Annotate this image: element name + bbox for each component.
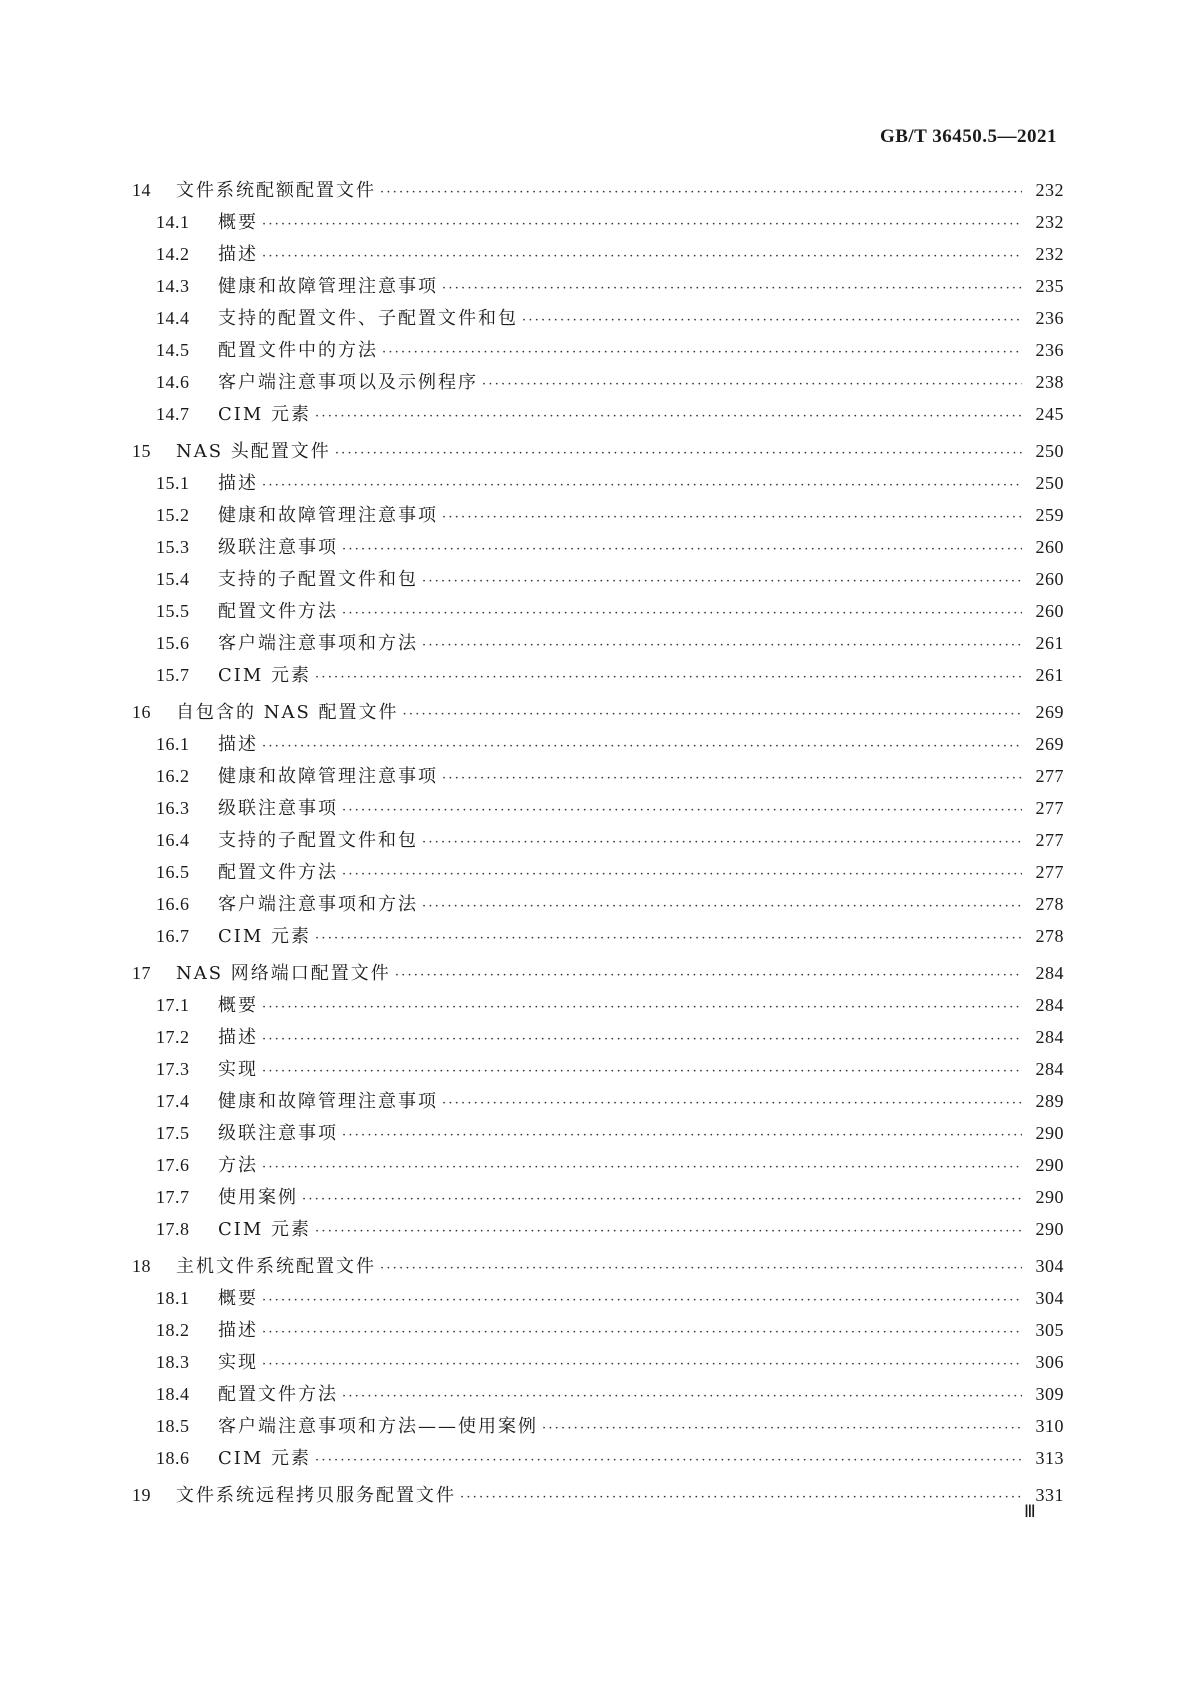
toc-entry-title: 配置文件方法 — [218, 601, 338, 622]
toc-entry-title: 健康和故障管理注意事项 — [218, 766, 438, 787]
dot-leader — [382, 345, 1022, 360]
toc-entry-number: 15.7 — [156, 665, 190, 685]
toc-page-number: 236 — [1035, 308, 1064, 328]
toc-page-number: 278 — [1035, 926, 1064, 946]
toc-entry-number: 18.5 — [156, 1416, 190, 1436]
toc-entry-title: 配置文件方法 — [218, 1384, 338, 1405]
toc-entry-number: 18.4 — [156, 1384, 190, 1404]
toc-entry-title: 级联注意事项 — [218, 537, 338, 558]
toc-entry-title: 概要 — [218, 1288, 258, 1309]
toc-page-number: 269 — [1035, 702, 1064, 722]
toc-page-number: 277 — [1035, 766, 1064, 786]
page-folio: Ⅲ — [1024, 1502, 1036, 1521]
toc-section-entry[interactable] — [132, 922, 1064, 954]
toc-entry-number: 16.4 — [156, 830, 190, 850]
dot-leader — [342, 803, 1022, 818]
toc-entry-title: 支持的配置文件、子配置文件和包 — [218, 308, 518, 329]
toc-chapter-entry[interactable] — [132, 176, 1064, 208]
toc-page-number: 284 — [1035, 995, 1064, 1015]
toc-page-number: 261 — [1035, 665, 1064, 685]
toc-page-number: 277 — [1035, 830, 1064, 850]
toc-entry-title: 文件系统配额配置文件 — [176, 180, 376, 201]
toc-section-entry[interactable] — [132, 1284, 1064, 1316]
toc-entry-number: 18.2 — [156, 1320, 190, 1340]
toc-section-entry[interactable] — [132, 1023, 1064, 1055]
toc-entry-title: 实现 — [218, 1059, 258, 1080]
dot-leader — [262, 1357, 1022, 1372]
dot-leader — [315, 1224, 1022, 1239]
toc-entry-title: CIM 元素 — [218, 926, 312, 947]
dot-leader — [315, 409, 1022, 424]
toc-page-number: 238 — [1035, 372, 1064, 392]
standard-code: GB/T 36450.5—2021 — [879, 126, 1057, 147]
toc-chapter-entry[interactable] — [132, 698, 1064, 730]
toc-entry-title: 主机文件系统配置文件 — [176, 1256, 376, 1277]
toc-page-number: 290 — [1035, 1123, 1064, 1143]
toc-entry-number: 15 — [132, 441, 151, 461]
toc-section-entry[interactable] — [132, 565, 1064, 597]
toc-entry-title: CIM 元素 — [218, 665, 312, 686]
toc-section-entry[interactable] — [132, 1412, 1064, 1444]
toc-entry-number: 17.1 — [156, 995, 190, 1015]
dot-leader — [403, 707, 1022, 722]
toc-section-entry[interactable] — [132, 597, 1064, 629]
toc-section-entry[interactable] — [132, 1055, 1064, 1087]
toc-page-number: 269 — [1035, 734, 1064, 754]
dot-leader — [262, 1293, 1022, 1308]
toc-page-number: 304 — [1035, 1288, 1064, 1308]
toc-entry-number: 18.1 — [156, 1288, 190, 1308]
toc-entry-number: 14.1 — [156, 212, 190, 232]
toc-page-number: 278 — [1035, 894, 1064, 914]
toc-page-number: 250 — [1035, 473, 1064, 493]
toc-entry-number: 14.7 — [156, 404, 190, 424]
toc-page-number: 309 — [1035, 1384, 1064, 1404]
toc-page-number: 289 — [1035, 1091, 1064, 1111]
toc-page-number: 232 — [1035, 180, 1064, 200]
toc-entry-title: 客户端注意事项以及示例程序 — [218, 372, 478, 393]
toc-entry-number: 15.4 — [156, 569, 190, 589]
toc-chapter-entry[interactable] — [132, 1481, 1064, 1513]
dot-leader — [335, 446, 1022, 461]
toc-section-entry[interactable] — [132, 1151, 1064, 1183]
toc-page-number: 232 — [1035, 212, 1064, 232]
toc-entry-title: 描述 — [218, 1320, 258, 1341]
toc-entry-number: 17.5 — [156, 1123, 190, 1143]
dot-leader — [302, 1192, 1022, 1207]
toc-section-entry[interactable] — [132, 1348, 1064, 1380]
toc-page-number: 236 — [1035, 340, 1064, 360]
toc-entry-number: 17.2 — [156, 1027, 190, 1047]
toc-entry-number: 17 — [132, 963, 151, 983]
toc-entry-number: 14 — [132, 180, 151, 200]
dot-leader — [482, 377, 1022, 392]
toc-entry-number: 18.3 — [156, 1352, 190, 1372]
dot-leader — [442, 281, 1022, 296]
toc-page-number: 277 — [1035, 862, 1064, 882]
toc-entry-title: 方法 — [218, 1155, 258, 1176]
toc-entry-number: 17.8 — [156, 1219, 190, 1239]
toc-section-entry[interactable] — [132, 272, 1064, 304]
dot-leader — [442, 510, 1022, 525]
dot-leader — [262, 1325, 1022, 1340]
toc-section-entry[interactable] — [132, 858, 1064, 890]
toc-entry-title: 健康和故障管理注意事项 — [218, 1091, 438, 1112]
table-of-contents — [132, 176, 1064, 1513]
toc-entry-number: 15.5 — [156, 601, 190, 621]
toc-entry-title: 级联注意事项 — [218, 1123, 338, 1144]
toc-entry-title: 描述 — [218, 1027, 258, 1048]
dot-leader — [342, 867, 1022, 882]
toc-entry-number: 16 — [132, 702, 151, 722]
dot-leader — [262, 1032, 1022, 1047]
toc-section-entry[interactable] — [132, 1119, 1064, 1151]
toc-entry-number: 14.6 — [156, 372, 190, 392]
dot-leader — [262, 249, 1022, 264]
dot-leader — [262, 478, 1022, 493]
toc-section-entry[interactable] — [132, 368, 1064, 400]
toc-section-entry[interactable] — [132, 991, 1064, 1023]
toc-entry-title: 健康和故障管理注意事项 — [218, 276, 438, 297]
toc-entry-title: 描述 — [218, 244, 258, 265]
toc-chapter-entry[interactable] — [132, 1252, 1064, 1284]
toc-entry-number: 14.5 — [156, 340, 190, 360]
dot-leader — [262, 217, 1022, 232]
toc-section-entry[interactable] — [132, 336, 1064, 368]
toc-entry-number: 16.7 — [156, 926, 190, 946]
dot-leader — [442, 771, 1022, 786]
toc-entry-title: 配置文件中的方法 — [218, 340, 378, 361]
toc-page-number: 305 — [1035, 1320, 1064, 1340]
toc-page-number: 284 — [1035, 1059, 1064, 1079]
toc-entry-title: 自包含的 NAS 配置文件 — [176, 702, 399, 723]
toc-section-entry[interactable] — [132, 1183, 1064, 1215]
toc-entry-title: 支持的子配置文件和包 — [218, 830, 418, 851]
toc-page-number: 260 — [1035, 601, 1064, 621]
dot-leader — [342, 1128, 1022, 1143]
toc-section-entry[interactable] — [132, 629, 1064, 661]
dot-leader — [380, 185, 1022, 200]
dot-leader — [315, 670, 1022, 685]
dot-leader — [422, 835, 1022, 850]
toc-section-entry[interactable] — [132, 1087, 1064, 1119]
toc-entry-number: 16.3 — [156, 798, 190, 818]
toc-section-entry[interactable] — [132, 1444, 1064, 1476]
dot-leader — [380, 1261, 1022, 1276]
toc-entry-number: 17.7 — [156, 1187, 190, 1207]
toc-section-entry[interactable] — [132, 1380, 1064, 1412]
toc-entry-title: 描述 — [218, 473, 258, 494]
toc-page-number: 290 — [1035, 1155, 1064, 1175]
dot-leader — [342, 542, 1022, 557]
toc-entry-number: 14.4 — [156, 308, 190, 328]
dot-leader — [262, 739, 1022, 754]
toc-page-number: 306 — [1035, 1352, 1064, 1372]
toc-entry-title: 客户端注意事项和方法——使用案例 — [218, 1416, 538, 1437]
toc-page-number: 284 — [1035, 963, 1064, 983]
toc-entry-number: 16.2 — [156, 766, 190, 786]
dot-leader — [442, 1096, 1022, 1111]
toc-entry-title: CIM 元素 — [218, 1448, 312, 1469]
toc-entry-number: 14.3 — [156, 276, 190, 296]
toc-entry-title: 描述 — [218, 734, 258, 755]
toc-page-number: 290 — [1035, 1219, 1064, 1239]
toc-entry-number: 17.6 — [156, 1155, 190, 1175]
dot-leader — [422, 574, 1022, 589]
dot-leader — [460, 1490, 1022, 1505]
toc-page-number: 331 — [1035, 1485, 1064, 1505]
toc-entry-title: 概要 — [218, 995, 258, 1016]
toc-page-number: 304 — [1035, 1256, 1064, 1276]
toc-section-entry[interactable] — [132, 794, 1064, 826]
toc-entry-title: 支持的子配置文件和包 — [218, 569, 418, 590]
toc-entry-title: 文件系统远程拷贝服务配置文件 — [176, 1485, 456, 1506]
toc-entry-title: 健康和故障管理注意事项 — [218, 505, 438, 526]
toc-section-entry[interactable] — [132, 730, 1064, 762]
toc-entry-number: 15.6 — [156, 633, 190, 653]
toc-page-number: 232 — [1035, 244, 1064, 264]
toc-entry-number: 15.3 — [156, 537, 190, 557]
toc-page-number: 277 — [1035, 798, 1064, 818]
toc-section-entry[interactable] — [132, 762, 1064, 794]
toc-page-number: 310 — [1035, 1416, 1064, 1436]
toc-section-entry[interactable] — [132, 469, 1064, 501]
dot-leader — [522, 313, 1022, 328]
toc-entry-title: 客户端注意事项和方法 — [218, 894, 418, 915]
toc-entry-number: 18.6 — [156, 1448, 190, 1468]
toc-page-number: 259 — [1035, 505, 1064, 525]
toc-entry-number: 18 — [132, 1256, 151, 1276]
toc-page-number: 260 — [1035, 569, 1064, 589]
dot-leader — [422, 899, 1022, 914]
toc-entry-number: 15.1 — [156, 473, 190, 493]
toc-page-number: 250 — [1035, 441, 1064, 461]
toc-section-entry[interactable] — [132, 890, 1064, 922]
toc-entry-number: 17.3 — [156, 1059, 190, 1079]
toc-entry-number: 16.5 — [156, 862, 190, 882]
toc-section-entry[interactable] — [132, 400, 1064, 432]
toc-section-entry[interactable] — [132, 240, 1064, 272]
toc-entry-number: 19 — [132, 1485, 151, 1505]
toc-page-number: 261 — [1035, 633, 1064, 653]
dot-leader — [262, 1160, 1022, 1175]
toc-entry-title: NAS 网络端口配置文件 — [176, 963, 391, 984]
toc-entry-title: NAS 头配置文件 — [176, 441, 331, 462]
toc-page-number: 260 — [1035, 537, 1064, 557]
toc-entry-number: 14.2 — [156, 244, 190, 264]
dot-leader — [422, 638, 1022, 653]
dot-leader — [262, 1000, 1022, 1015]
toc-section-entry[interactable] — [132, 826, 1064, 858]
toc-section-entry[interactable] — [132, 208, 1064, 240]
dot-leader — [262, 1064, 1022, 1079]
toc-page-number: 235 — [1035, 276, 1064, 296]
toc-entry-title: 概要 — [218, 212, 258, 233]
toc-entry-title: 级联注意事项 — [218, 798, 338, 819]
toc-entry-number: 15.2 — [156, 505, 190, 525]
dot-leader — [342, 606, 1022, 621]
toc-page-number: 245 — [1035, 404, 1064, 424]
toc-page-number: 284 — [1035, 1027, 1064, 1047]
toc-entry-title: 使用案例 — [218, 1187, 298, 1208]
toc-chapter-entry[interactable] — [132, 437, 1064, 469]
dot-leader — [315, 931, 1022, 946]
dot-leader — [315, 1453, 1022, 1468]
dot-leader — [342, 1389, 1022, 1404]
dot-leader — [395, 968, 1022, 983]
toc-entry-title: CIM 元素 — [218, 1219, 312, 1240]
toc-section-entry[interactable] — [132, 661, 1064, 693]
toc-section-entry[interactable] — [132, 1316, 1064, 1348]
toc-page-number: 290 — [1035, 1187, 1064, 1207]
toc-section-entry[interactable] — [132, 304, 1064, 336]
toc-entry-title: CIM 元素 — [218, 404, 312, 425]
toc-chapter-entry[interactable] — [132, 959, 1064, 991]
toc-entry-number: 16.1 — [156, 734, 190, 754]
toc-entry-number: 16.6 — [156, 894, 190, 914]
dot-leader — [542, 1421, 1022, 1436]
toc-section-entry[interactable] — [132, 501, 1064, 533]
toc-section-entry[interactable] — [132, 1215, 1064, 1247]
toc-entry-number: 17.4 — [156, 1091, 190, 1111]
toc-page-number: 313 — [1035, 1448, 1064, 1468]
toc-entry-title: 配置文件方法 — [218, 862, 338, 883]
toc-entry-title: 客户端注意事项和方法 — [218, 633, 418, 654]
toc-entry-title: 实现 — [218, 1352, 258, 1373]
toc-section-entry[interactable] — [132, 533, 1064, 565]
